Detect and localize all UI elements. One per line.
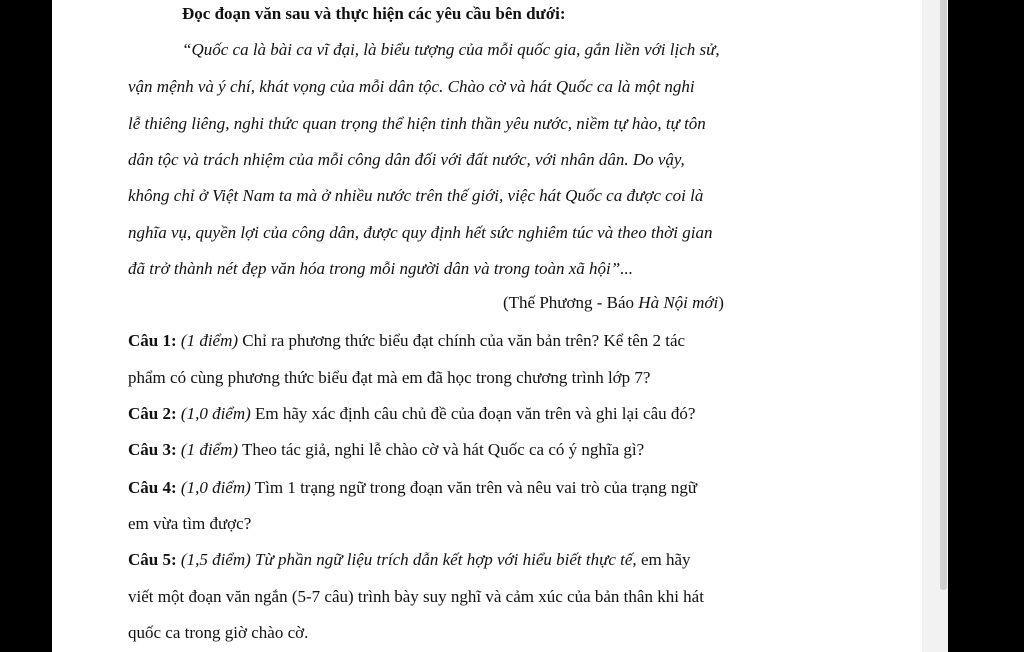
question-1 [128,331,685,351]
passage-line: dân tộc và trách nhiệm của mỗi công dân đối với đất nước, với nhân dân. Do vậy, [128,150,685,169]
question-1-continuation: phẩm có cùng phương thức biểu đạt mà em đã học trong chương trình lớp 7? [128,368,651,387]
question-points: (1,0 điểm) [180,404,251,423]
passage-line: vận mệnh và ý chí, khát vọng của mỗi dân tộc. Chào cờ và hát Quốc ca là một nghi [128,77,695,96]
question-4-continuation: em vừa tìm được? [128,514,252,533]
question-label: Câu 4: [128,478,177,497]
question-text: Theo tác giả, nghi lễ chào cờ và hát Quốc ca có ý nghĩa gì? [241,440,645,459]
passage-line: “Quốc ca là bài ca vĩ đại, là biểu tượng của mỗi quốc gia, gắn liền với lịch sử, [182,40,720,59]
question-text: em hãy [636,550,691,569]
question-4 [128,478,697,498]
question-label: Câu 3: [128,440,177,459]
question-5-continuation: viết một đoạn văn ngắn (5-7 câu) trình bày suy nghĩ và cảm xúc của bản thân khi hát [128,587,704,606]
question-text: Chỉ ra phương thức biểu đạt chính của văn bản trên? Kể tên 2 tác [242,331,686,350]
question-label: Câu 1: [128,331,177,350]
passage-line: không chỉ ở Việt Nam ta mà ở nhiều nước trên thế giới, việc hát Quốc ca được coi là [128,186,704,205]
passage-line: đã trở thành nét đẹp văn hóa trong mỗi người dân và trong toàn xã hội”... [128,259,633,278]
question-points: (1,0 điểm) [180,478,251,497]
question-2 [128,404,695,424]
source-prefix: (Thế Phương - Báo [503,293,639,312]
question-text: Em hãy xác định câu chủ đề của đoạn văn trên và ghi lại câu đó? [255,404,696,423]
passage-line: lễ thiêng liêng, nghi thức quan trọng thể hiện tinh thần yêu nước, niềm tự hào, tự tôn [128,114,706,133]
instruction-heading: Đọc đoạn văn sau và thực hiện các yêu cầu bên dưới: [182,4,566,23]
question-points: (1,5 điểm) [180,550,251,569]
question-label: Câu 5: [128,550,177,569]
question-italic-text: Từ phần ngữ liệu trích dẫn kết hợp với hiểu biết thực tế, [255,550,637,569]
question-points: (1 điểm) [180,331,239,350]
source-suffix: ) [718,293,724,312]
scrollbar-thumb[interactable] [940,0,947,590]
passage-line: nghĩa vụ, quyền lợi của công dân, được quy định hết sức nghiêm túc và theo thời gian [128,223,713,242]
question-label: Câu 2: [128,404,177,423]
document-page [52,0,922,652]
question-5-continuation: quốc ca trong giờ chào cờ. [128,623,309,642]
source-publication: Hà Nội mới [638,293,719,312]
passage-source [503,293,724,313]
question-3 [128,440,644,460]
question-points: (1 điểm) [180,440,239,459]
question-text: Tìm 1 trạng ngữ trong đoạn văn trên và nêu vai trò của trạng ngữ [254,478,698,497]
question-5 [128,550,691,570]
